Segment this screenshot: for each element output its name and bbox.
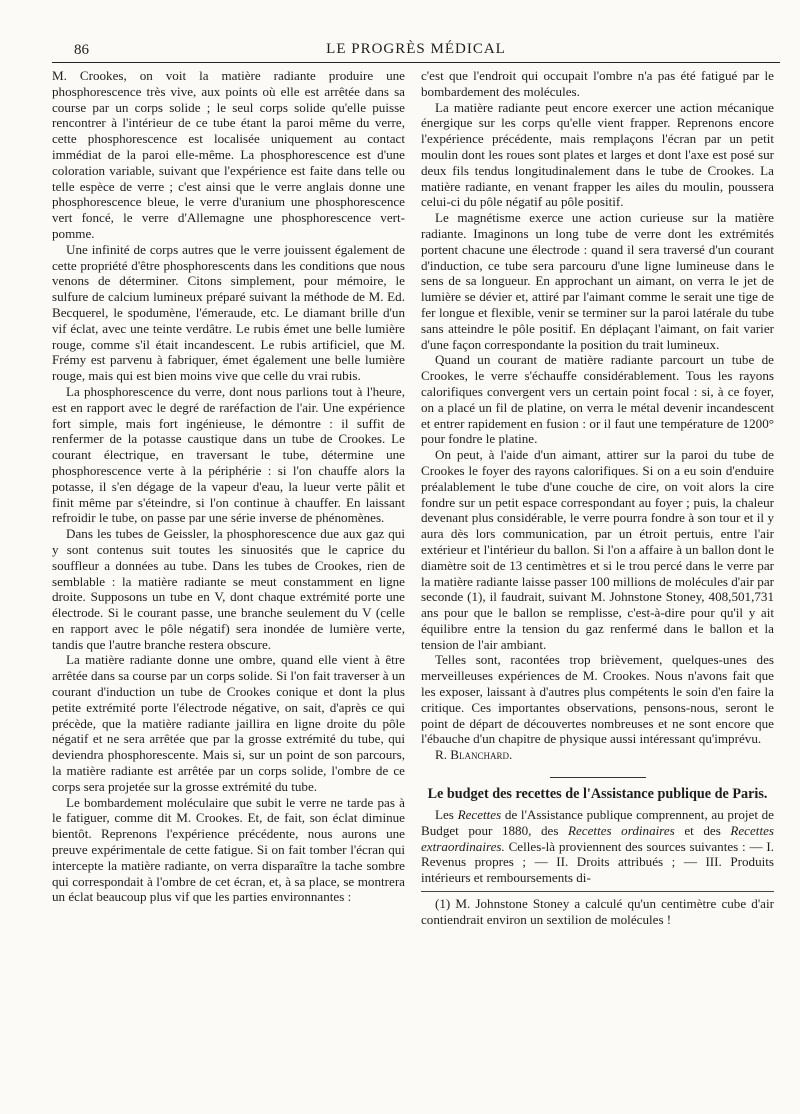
section-title: Le budget des recettes de l'Assistance publique de Paris. — [427, 786, 768, 803]
author-signature: R. Blanchard. — [435, 747, 513, 763]
footnote-divider — [421, 891, 774, 892]
section-divider — [550, 777, 646, 778]
italic-run: Recettes ordinaires — [568, 822, 675, 838]
italic-run: Recettes — [457, 807, 502, 823]
page-number: 86 — [74, 42, 89, 58]
journal-title: LE PROGRÈS MÉDICAL — [326, 41, 506, 57]
paragraph: Une infinité de corps autres que le verre jouissent également de cette propriété d'être phosphorescents dans les conditions que nous venons de déterminer. Citons simplement, pour mémoire, le sulfure de calcium lumineux préparé suivant la méthode de M. Ed. Becquerel, le spodumène, l'émeraude, etc. Le diamant brille d'un vif éclat, avec une teinte verdâtre. Le rubis émet une belle lumière rouge, comme s'il était incandescent. Le rubis artificiel, que M. Frémy est parvenu à fabriquer, émet également une belle lumière rouge, mais qui est bien moins vive que celle du vrai rubis. — [52, 241, 405, 384]
text-run: de l'Assistance publique comprennent, au projet de Budget pour 1880, des — [421, 807, 774, 838]
text-run: Celles-là proviennent des sources suivantes : — I. Revenus propres ; — II. Droits attribués ; — III. Produits intérieurs et remboursements di- — [421, 838, 774, 886]
paragraph: c'est que l'endroit qui occupait l'ombre n'a pas été fatigué par le bombardement des molécules. — [421, 68, 774, 99]
paragraph: La matière radiante donne une ombre, quand elle vient à être arrêtée dans sa course par un corps solide. Si l'on fait traverser à un courant d'induction un tube de Crookes conique et dont la plus petite extrémité porte l'électrode négative, on sait, d'après ce qui précède, que la matière radiante jaillira en ligne droite du pôle négatif et ne sera arrêtée que par la grosse extrémité du tube, qui deviendra phosphorescente. Mais si, sur un point de son parcours, la matière radiante est arrêtée par un corps solide, l'ombre de ce corps sera projetée sur la grosse extrémité du tube. — [52, 652, 405, 794]
left-column — [52, 68, 405, 905]
paragraph: Telles sont, racontées trop brièvement, quelques-unes des merveilleuses expériences de M. Crookes. Nous n'avons fait que les exposer, laissant à d'autres plus compétents le soin d'en faire la critique. Ces importantes observations, pensons-nous, seront le point de départ de découvertes nombreuses et ne sont encore que l'ébauche d'un chapitre de physique aussi intéressant qu'imprévu. — [421, 652, 774, 747]
text-run: et des — [674, 822, 731, 838]
right-column — [421, 68, 774, 928]
text-run: Les — [435, 807, 458, 823]
page-header — [52, 38, 780, 63]
italic-run: Recettes extraordinaires. — [421, 822, 774, 854]
paragraph: On peut, à l'aide d'un aimant, attirer sur la paroi du tube de Crookes le foyer des rayons calorifiques. Si on a eu soin d'enduire préalablement le tube d'une couche de cire, on voit alors la cire fondre sur un petit espace correspondant au foyer ; puis, la chaleur devenant plus considérable, le verre pourra fondre à son tour et il y aura dès lors communication, par un étroit pertuis, entre l'air extérieur et l'intérieur du ballon. Si l'on a affaire à un ballon dont le diamètre soit de 13 centimètres et si le trou percé dans le verre par la matière radiante laisse passer 100 millions de molécules d'air par seconde (1), il faudrait, suivant M. Johnstone Stoney, 408,501,731 ans pour que le ballon se remplisse, c'est-à-dire pour qu'il y ait équilibre entre la tension du gaz renfermé dans le ballon et la tension de l'air ambiant. — [421, 447, 774, 652]
paragraph: Le magnétisme exerce une action curieuse sur la matière radiante. Imaginons un long tube de verre dont les extrémités portent chacune une électrode : quand il sera traversé d'un courant d'induction, ce tube sera parcouru d'une ligne lumineuse dans le sens de sa longueur. En approchant un aimant, on verra le jet de lumière se dévier et, attiré par l'aimant comme le serait une tige de fer longue et flexible, venir se terminer sur la paroi latérale du tube sans atteindre le pôle positif. En déplaçant l'aimant, on fait varier d'une façon correspondante la position du trait lumineux. — [421, 210, 774, 352]
footnote: (1) M. Johnstone Stoney a calculé qu'un centimètre cube d'air contiendrait environ un sextilion de molécules ! — [421, 896, 774, 927]
paragraph: La phosphorescence du verre, dont nous parlions tout à l'heure, est en rapport avec le degré de raréfaction de l'air. Une expérience fort simple, mais fort ingénieuse, le démontre : il suffit de renfermer de la potasse caustique dans un tube de Crookes. Le courant électrique, en traversant le tube, détermine une phosphorescence verte à la périphérie : si l'on chauffe alors la potasse, il s'en dégage de la vapeur d'eau, la lueur verte pâlit et finit même par s'éteindre, si l'on continue à chauffer. En laissant refroidir le tube, on passe par une série inverse de phénomènes. — [52, 383, 405, 526]
paragraph: Dans les tubes de Geissler, la phosphorescence due aux gaz qui y sont contenus suit toutes les sinuosités que le caprice du souffleur a données au tube. Dans les tubes de Crookes, rien de semblable : la matière radiante se meut constamment en ligne droite. Supposons un tube en V, dont chaque extrémité porte une électrode. Si le courant passe, une branche seulement du V (celle en rapport avec le pôle négatif) sera inondée de lumière verte, tandis que l'autre branche restera obscure. — [52, 526, 405, 652]
paragraph: M. Crookes, on voit la matière radiante produire une phosphorescence très vive, aux points où elle est arrêtée dans sa course par un corps solide ; le seul corps solide qu'elle puisse rencontrer à l'intérieur de ce tube étant la paroi même du verre, cette phosphorescence est localisée uniquement au contact immédiat de la paroi elle-même. La phosphorescence est d'une coloration variable, suivant que l'expérience est faite dans telle ou telle espèce de verre ; c'est ainsi que le verre anglais donne une phosphorescence bleue, le verre d'uranium une phosphorescence vert foncé, le verre d'Allemagne une phosphorescence vert-pomme. — [52, 68, 405, 241]
paragraph: La matière radiante peut encore exercer une action mécanique énergique sur les corps qu'elle vient frapper. Reprenons encore l'expérience précédente, mais remplaçons l'écran par un petit moulin dont les roues sont plates et larges et dont l'axe est posé sur deux fils tendus longitudinalement dans le tube de Crookes. La matière radiante, en venant frapper les ailes du moulin, poussera celui-ci du pôle négatif au pôle positif. — [421, 99, 774, 210]
section-paragraph — [421, 807, 774, 886]
paragraph: Quand un courant de matière radiante parcourt un tube de Crookes, le verre s'échauffe considérablement. Tous les rayons calorifiques convergent vers un certain point focal : si, à ce foyer, on a placé un fil de platine, on verra le métal devenir incandescent et entrer rapidement en fusion : or il faut une température de 1200° pour fondre le platine. — [421, 352, 774, 447]
paragraph: Le bombardement moléculaire que subit le verre ne tarde pas à le fatiguer, comme dit M. Crookes. Et, de fait, son éclat diminue bientôt. Reprenons l'expérience précédente, nous aurons une preuve expérimentale de cette fatigue. Si on fait tomber l'écran qui intercepte la matière radiante, on verra disparaître la tache sombre qui correspondait à l'ombre de cet écran, et, à sa place, se montrera un éclat beaucoup plus vif que les parties environnantes : — [52, 794, 405, 905]
